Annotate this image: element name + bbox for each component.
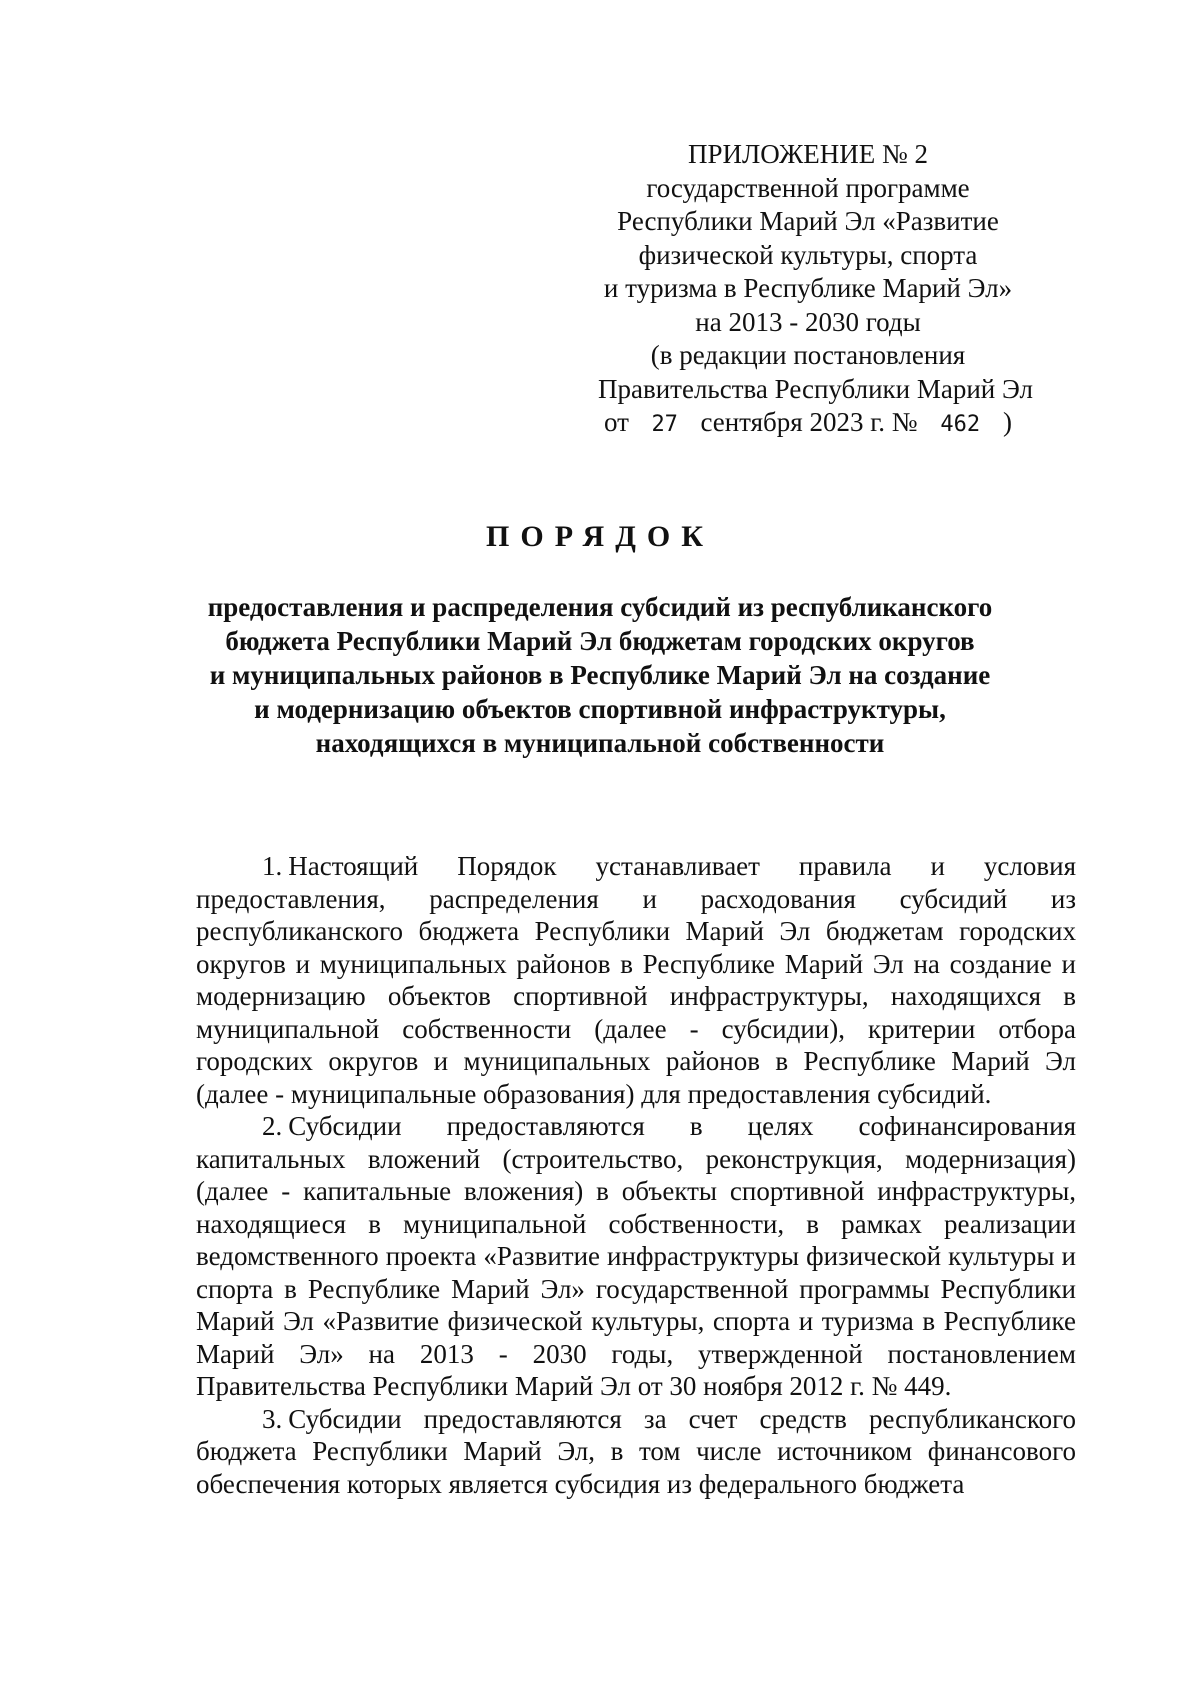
paragraph-1 xyxy=(196,850,1076,1110)
appendix-line: физической культуры, спорта xyxy=(638,239,978,270)
appendix-line: и туризма в Республике Марий Эл» xyxy=(603,273,1013,303)
paragraph-number: 2. xyxy=(262,1111,283,1141)
appendix-line: (в редакции постановления xyxy=(650,340,966,370)
subtitle-line: находящихся в муниципальной собственности xyxy=(315,728,885,758)
paragraph-text: Настоящий Порядок устанавливает правила и условия предоставления, распределения и расходования субсидий из республиканского бюджета Республики Марий Эл бюджетам городских округов и муниципальных районов в Республике Марий Эл на создание и модернизацию объектов спортивной инфраструктуры, находящихся в муниципальной собственности (далее - субсидии), критерии отбора городских округов и муниципальных районов в Республике Марий Эл (далее - муниципальные образования) для предоставления субсидий. xyxy=(196,851,1076,1109)
document-subtitle xyxy=(180,590,1020,760)
subtitle-line: и муниципальных районов в Республике Марий Эл на создание xyxy=(209,660,991,690)
paragraph-2 xyxy=(196,1110,1076,1403)
appendix-line: Республики Марий Эл «Развитие xyxy=(617,206,999,236)
subtitle-line: и модернизацию объектов спортивной инфраструктуры, xyxy=(254,694,946,724)
resolution-day: 27 xyxy=(651,412,678,437)
appendix-line: ПРИЛОЖЕНИЕ № 2 xyxy=(687,139,929,169)
date-suffix: ) xyxy=(1003,407,1012,437)
appendix-reference xyxy=(598,138,1033,442)
document-title: ПОРЯДОК xyxy=(486,520,714,553)
date-middle: сентября 2023 г. № xyxy=(700,407,918,437)
paragraph-number: 3. xyxy=(262,1403,283,1434)
appendix-line: Правительства Республики Марий Эл xyxy=(598,373,1033,404)
appendix-line: на 2013 - 2030 годы xyxy=(695,306,921,337)
resolution-number: 462 xyxy=(940,412,981,437)
subtitle-line: бюджета Республики Марий Эл бюджетам городских округов xyxy=(225,626,975,656)
document-body xyxy=(196,850,1076,1500)
paragraph-text: Субсидии предоставляются в целях софинансирования капитальных вложений (строительство, реконструкция, модернизация) (далее - капитальные вложения) в объекты спортивной инфраструктуры, находящиеся в муниципальной собственности, в рамках реализации ведомственного проекта «Развитие инфраструктуры физической культуры и спорта в Республике Марий Эл» государственной программы Республики Марий Эл «Развитие физической культуры, спорта и туризма в Республике Марий Эл» на 2013 - 2030 годы, утвержденной постановлением Правительства Республики Марий Эл от 30 ноября 2012 г. № 449. xyxy=(196,1111,1076,1401)
appendix-date-line xyxy=(598,406,1018,442)
subtitle-line: предоставления и распределения субсидий из республиканского xyxy=(207,592,993,622)
paragraph-text: Субсидии предоставляются за счет средств республиканского бюджета Республики Марий Эл, в том числе источником финансового обеспечения которых является субсидия из федерального бюджета xyxy=(196,1403,1076,1499)
paragraph-3 xyxy=(196,1403,1076,1501)
paragraph-number: 1. xyxy=(262,851,283,881)
date-prefix: от xyxy=(603,407,629,437)
appendix-line: государственной программе xyxy=(646,172,970,203)
